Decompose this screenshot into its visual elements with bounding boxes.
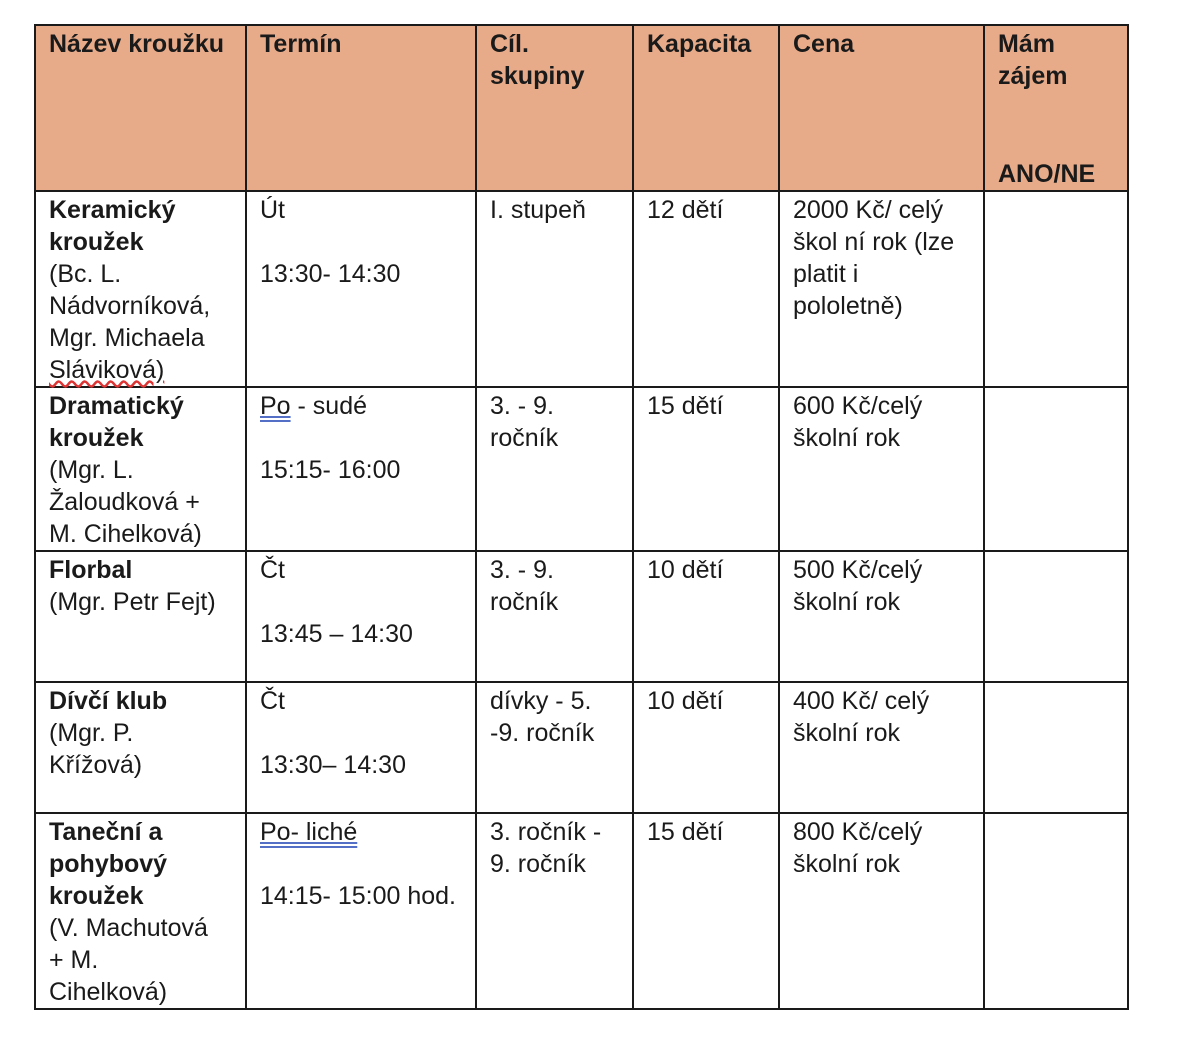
price-cell: 800 Kč/celý školní rok xyxy=(779,813,984,1009)
term-cell xyxy=(246,682,476,813)
term-cell xyxy=(246,387,476,551)
term-time: 13:45 – 14:30 xyxy=(260,620,413,648)
term-time: 13:30- 14:30 xyxy=(260,260,401,288)
club-leader: Žaloudková + xyxy=(49,488,200,516)
term-parity: - sudé xyxy=(290,392,368,420)
club-name: Florbal xyxy=(49,556,133,584)
club-name-cell xyxy=(35,682,246,813)
table-row xyxy=(35,551,1128,682)
term-cell xyxy=(246,551,476,682)
club-leader: (Mgr. P. xyxy=(49,719,134,747)
club-leader: Nádvorníková, xyxy=(49,292,211,320)
club-leader: Sláviková) xyxy=(49,356,165,384)
header-interest xyxy=(984,25,1128,191)
term-time: 15:15- 16:00 xyxy=(260,456,401,484)
group-cell: I. stupeň xyxy=(476,191,633,387)
header-interest-options: ANO/NE xyxy=(998,160,1096,188)
capacity-cell: 15 dětí xyxy=(633,387,779,551)
interest-cell[interactable] xyxy=(984,813,1128,1009)
club-name: Dramatický kroužek xyxy=(49,392,184,452)
interest-cell[interactable] xyxy=(984,682,1128,813)
capacity-cell: 15 dětí xyxy=(633,813,779,1009)
header-term: Termín xyxy=(246,25,476,191)
term-day: Čt xyxy=(260,687,285,715)
table-row xyxy=(35,682,1128,813)
term-cell xyxy=(246,813,476,1009)
table-row xyxy=(35,813,1128,1009)
club-leader: (Bc. L. xyxy=(49,260,122,288)
capacity-cell: 12 dětí xyxy=(633,191,779,387)
header-interest-label: Mám zájem xyxy=(998,30,1068,90)
interest-cell[interactable] xyxy=(984,387,1128,551)
interest-cell[interactable] xyxy=(984,191,1128,387)
table-row xyxy=(35,191,1128,387)
club-name-cell xyxy=(35,813,246,1009)
price-cell: 400 Kč/ celý školní rok xyxy=(779,682,984,813)
group-cell: 3. - 9. ročník xyxy=(476,551,633,682)
club-leader: + M. xyxy=(49,946,99,974)
club-name: Taneční a pohybový kroužek xyxy=(49,818,168,910)
group-cell: 3. ročník - 9. ročník xyxy=(476,813,633,1009)
term-cell xyxy=(246,191,476,387)
club-name-cell xyxy=(35,551,246,682)
clubs-table xyxy=(34,24,1129,1010)
term-day: Po- liché xyxy=(260,818,358,846)
capacity-cell: 10 dětí xyxy=(633,551,779,682)
club-name-cell xyxy=(35,387,246,551)
term-time: 13:30– 14:30 xyxy=(260,751,406,779)
table-row xyxy=(35,387,1128,551)
header-capacity: Kapacita xyxy=(633,25,779,191)
club-leader: (Mgr. Petr Fejt) xyxy=(49,588,216,616)
term-day: Čt xyxy=(260,556,285,584)
club-leader: Cihelková) xyxy=(49,978,168,1006)
club-name-cell xyxy=(35,191,246,387)
club-leader: (V. Machutová xyxy=(49,914,208,942)
group-cell: 3. - 9. ročník xyxy=(476,387,633,551)
term-day: Po xyxy=(260,392,291,420)
club-leader: Mgr. Michaela xyxy=(49,324,205,352)
price-cell: 2000 Kč/ celý škol ní rok (lze platit i pololetně) xyxy=(779,191,984,387)
term-time: 14:15- 15:00 hod. xyxy=(260,882,456,910)
club-leader: M. Cihelková) xyxy=(49,520,202,548)
term-day: Út xyxy=(260,196,285,224)
header-price: Cena xyxy=(779,25,984,191)
price-cell: 500 Kč/celý školní rok xyxy=(779,551,984,682)
club-name: Keramický kroužek xyxy=(49,196,176,256)
club-leader: Křížová) xyxy=(49,751,143,779)
club-leader: (Mgr. L. xyxy=(49,456,134,484)
group-cell: dívky - 5. -9. ročník xyxy=(476,682,633,813)
header-name: Název kroužku xyxy=(35,25,246,191)
interest-cell[interactable] xyxy=(984,551,1128,682)
header-row xyxy=(35,25,1128,191)
club-name: Dívčí klub xyxy=(49,687,168,715)
header-group: Cíl. skupiny xyxy=(476,25,633,191)
capacity-cell: 10 dětí xyxy=(633,682,779,813)
price-cell: 600 Kč/celý školní rok xyxy=(779,387,984,551)
